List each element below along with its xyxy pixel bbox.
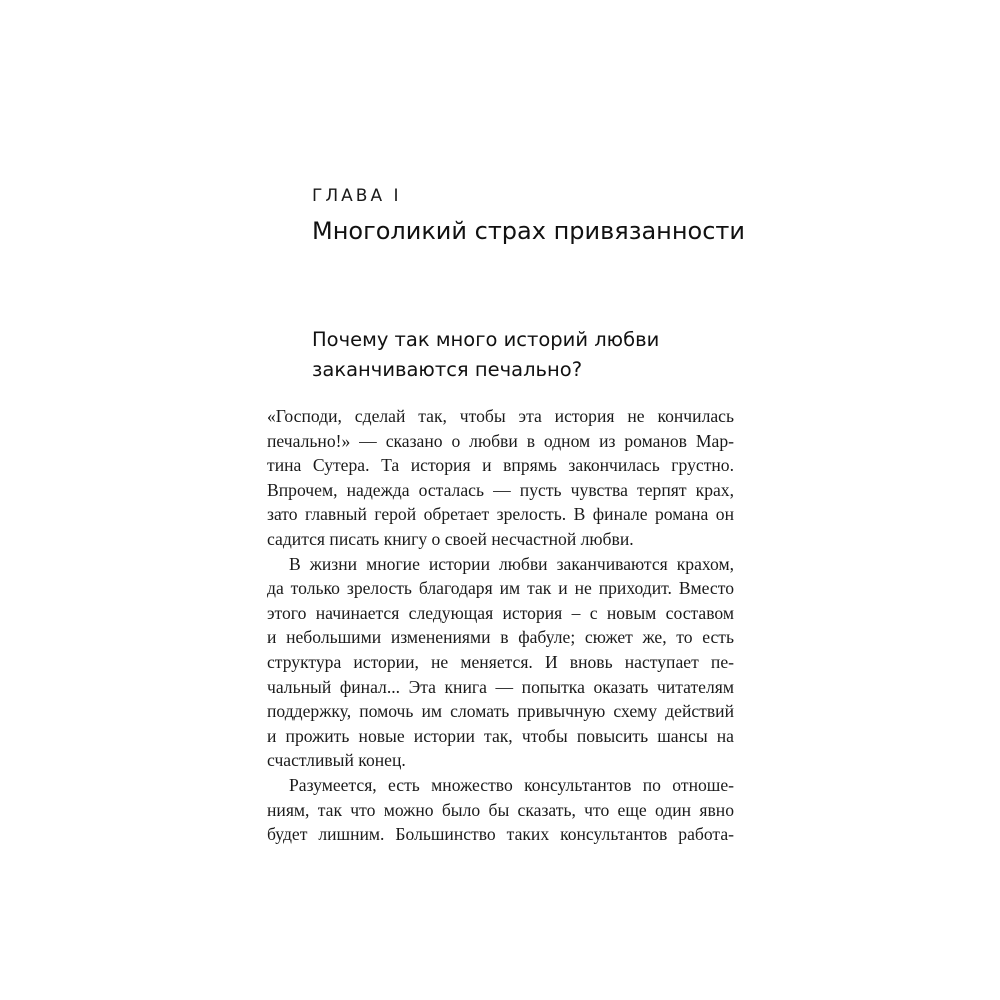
text-line: тина Сутера. Та история и впрямь закончилась грустно. (267, 455, 734, 476)
text-line: Разумеется, есть множество консультантов по отноше- (289, 774, 734, 795)
text-line: «Господи, сделай так, чтобы эта история не кончилась (267, 406, 734, 426)
text-line: печально!» — сказано о любви в одном из романов Мар- (267, 430, 734, 451)
text-line: В жизни многие истории любви заканчиваются крахом, (289, 553, 734, 574)
section-heading (312, 325, 732, 385)
text-line: поддержку, помочь им сломать привычную схему действий (267, 701, 734, 722)
chapter-title: Многоликий страх привязанности (312, 217, 745, 245)
text-line: Впрочем, надежда осталась — пусть чувства терпят крах, (267, 479, 734, 500)
text-line: этого начинается следующая история – с новым составом (267, 602, 734, 623)
section-heading-line: заканчиваются печально? (312, 358, 583, 381)
text-line: да только зрелость благодаря им так и не приходит. Вместо (267, 578, 734, 599)
text-line: садится писать книгу о своей несчастной любви. (267, 528, 634, 549)
text-line: чальный финал... Эта книга — попытка оказать читателям (267, 676, 734, 697)
text-line: и прожить новые истории так, чтобы повысить шансы на (267, 725, 734, 746)
text-line: счастливый конец. (267, 750, 406, 771)
chapter-label: ГЛАВА I (312, 186, 402, 206)
body-text (267, 404, 734, 847)
text-line: будет лишним. Большинство таких консультантов работа- (267, 824, 734, 845)
text-line: и небольшими изменениями в фабуле; сюжет же, то есть (267, 627, 734, 648)
text-line: зато главный герой обретает зрелость. В финале романа он (267, 504, 734, 525)
text-line: ниям, так что можно было бы сказать, что еще один явно (267, 799, 734, 820)
text-line: структура истории, не меняется. И вновь наступает пе- (267, 651, 734, 672)
section-heading-line: Почему так много историй любви (312, 328, 660, 351)
